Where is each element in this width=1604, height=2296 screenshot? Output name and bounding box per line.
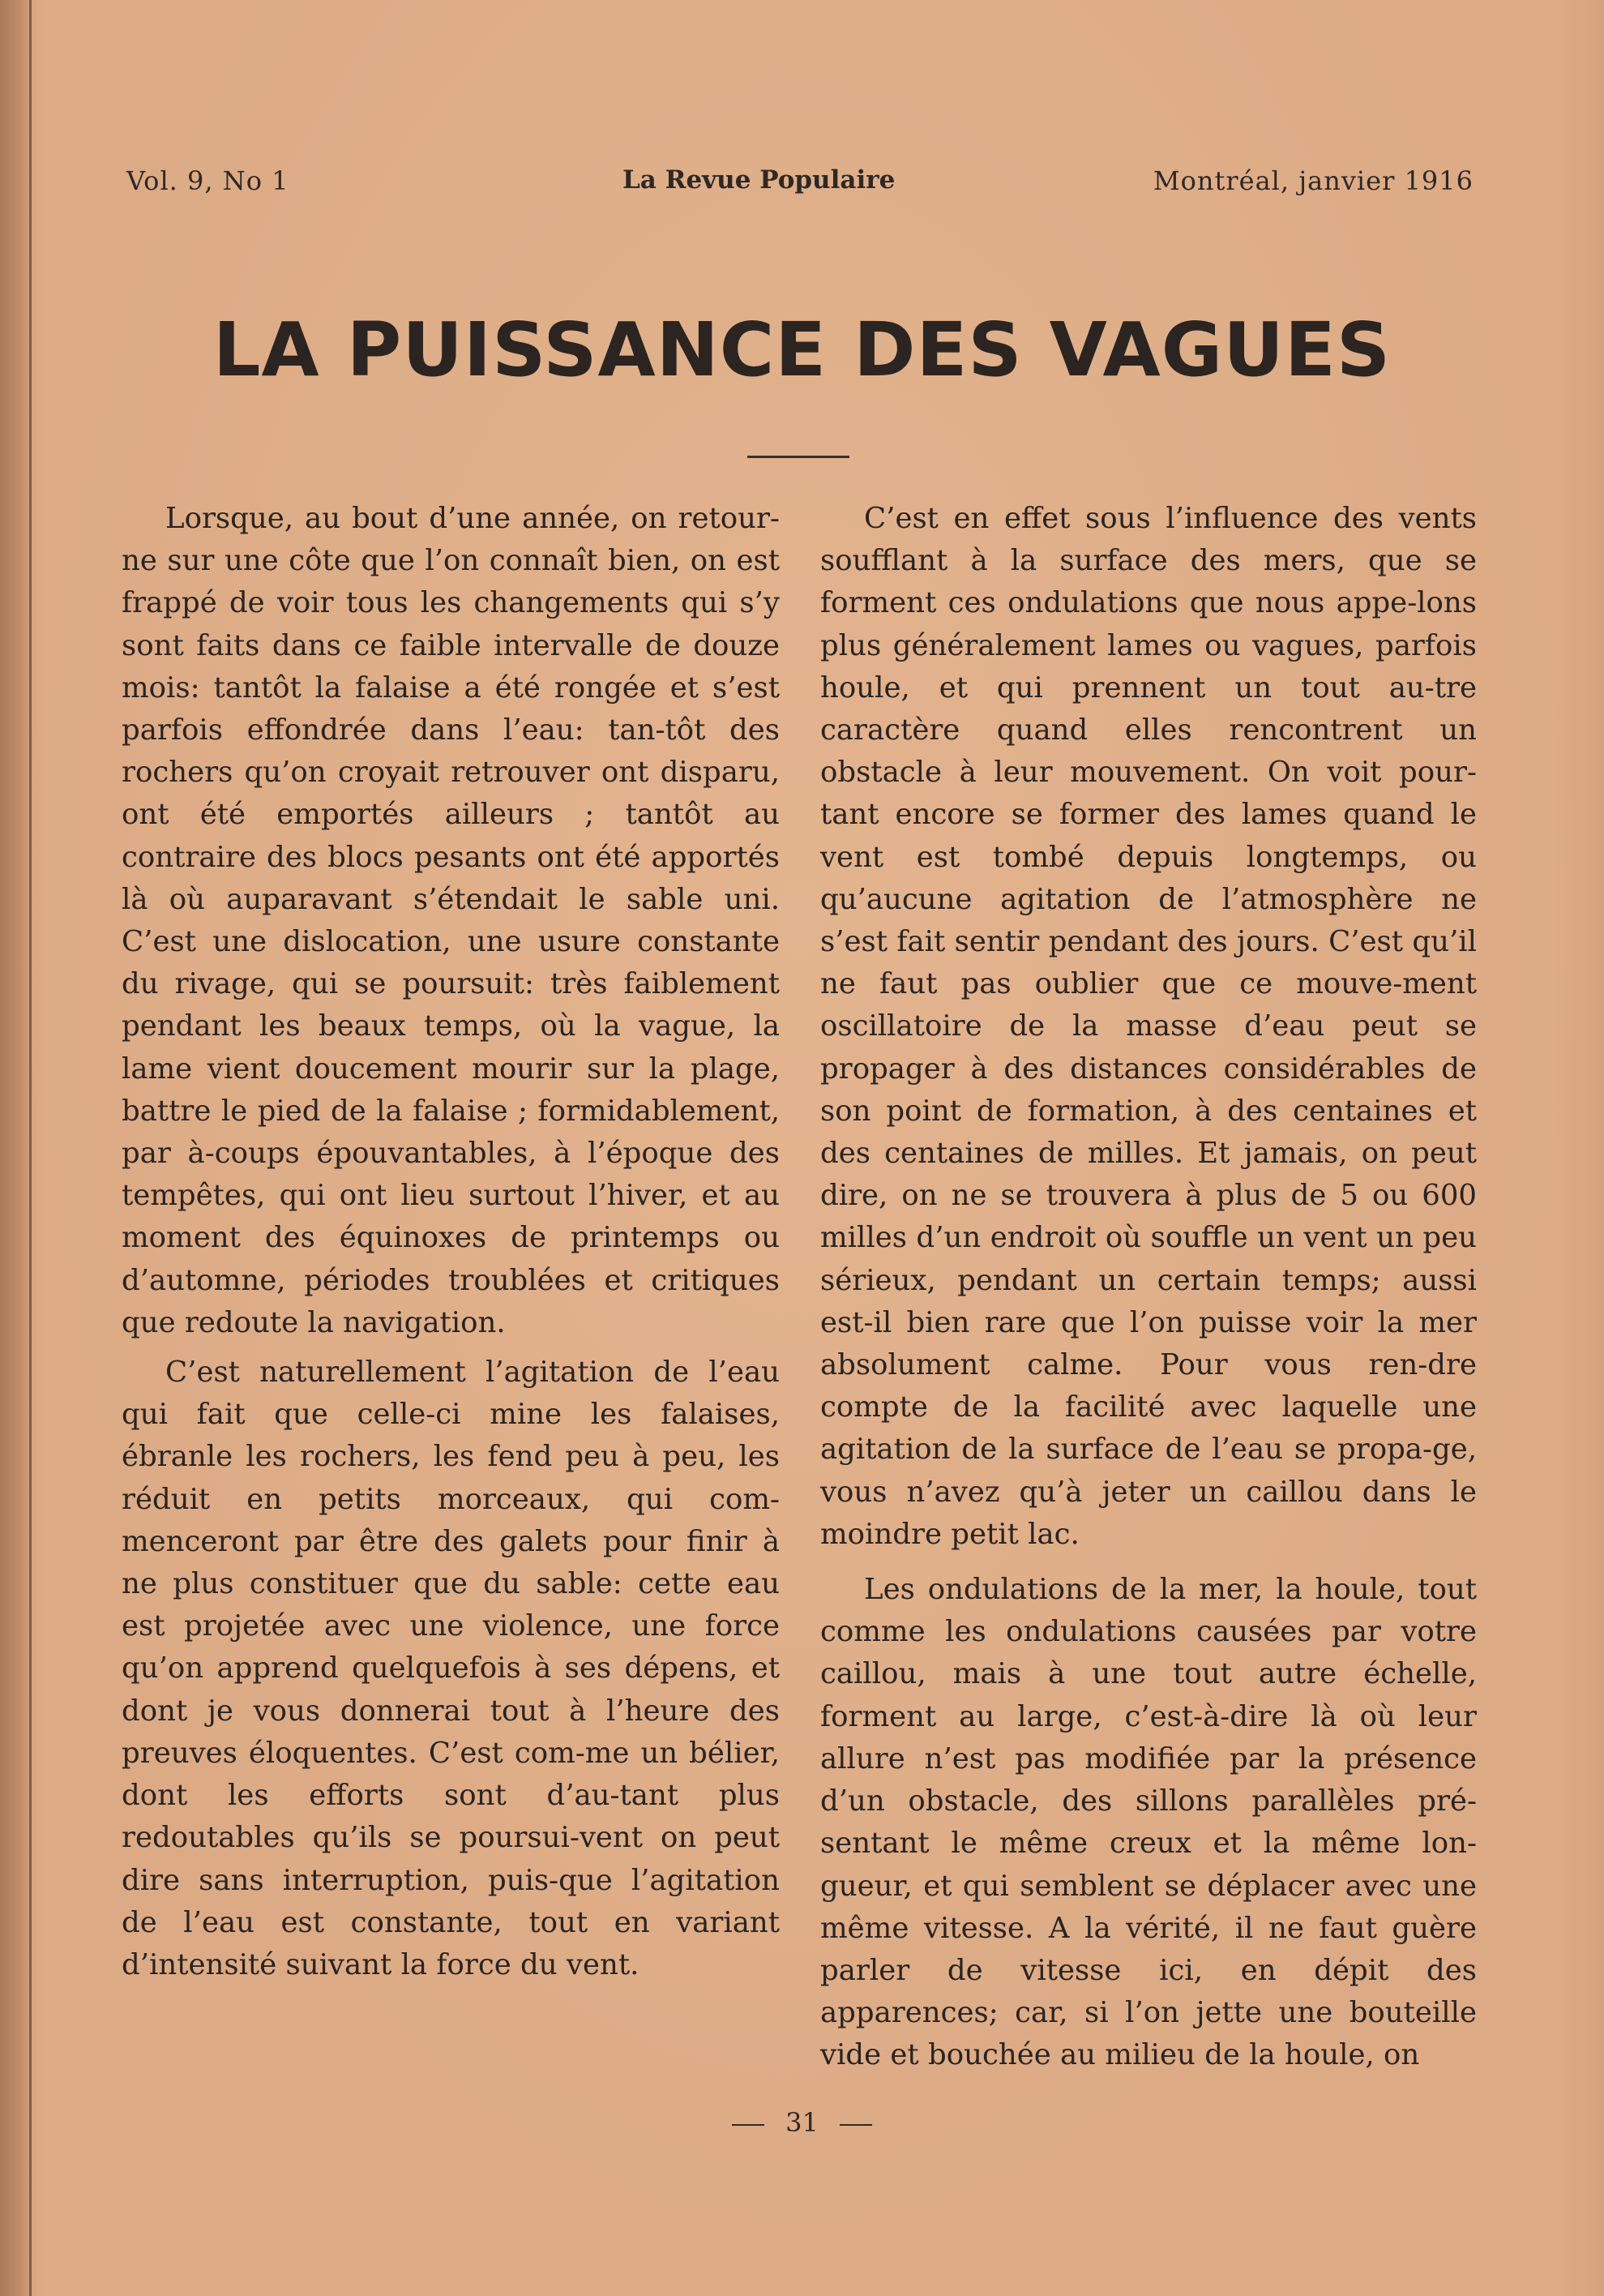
place-and-date: Montréal, janvier 1916 [1153, 165, 1474, 196]
right-column [820, 498, 1477, 2077]
publication-name: La Revue Populaire [622, 165, 896, 195]
paragraph: Lorsque, au bout d’une année, on retour-ne sur une côte que l’on connaît bien, on est frappé de voir tous les changements qui s’y sont faits dans ce faible intervalle de douze mois: tantôt la falaise a été rongée et s’est parfois effondrée dans l’eau: tan-tôt des rochers qu’on croyait retrouver ont disparu, ont été emportés ailleurs ; tantôt au contraire des blocs pesants ont été apportés là où auparavant s’étendait le sable uni. C’est une dislocation, une usure constante du rivage, qui se poursuit: très faiblement pendant les beaux temps, où la vague, la lame vient doucement mourir sur la plage, battre le pied de la falaise ; formidablement, par à-coups épouvantables, à l’époque des tempêtes, qui ont lieu surtout l’hiver, et au moment des équinoxes de printemps ou d’automne, périodes troublées et critiques que redoute la navigation. [122, 502, 780, 1339]
volume-number: Vol. 9, No 1 [126, 165, 289, 196]
page-footer [0, 2107, 1604, 2138]
page-number: 31 [785, 2107, 819, 2138]
folio-dash-right [840, 2124, 872, 2126]
paragraph: Les ondulations de la mer, la houle, tout comme les ondulations causées par votre caillou, mais à une tout autre échelle, forment au large, c’est-à-dire là où leur allure n’est pas modifiée par la présence d’un obstacle, des sillons parallèles pré-sentant le même creux et la même lon-gueur, et qui semblent se déplacer avec une même vitesse. A la vérité, il ne faut guère parler de vitesse ici, en dépit des apparences; car, si l’on jette une bouteille vide et bouchée au milieu de la houle, on [820, 1573, 1477, 2072]
paragraph: C’est en effet sous l’influence des vents soufflant à la surface des mers, que se forment ces ondulations que nous appe-lons plus généralement lames ou vagues, parfois houle, et qui prennent un tout au-tre caractère quand elles rencontrent un obstacle à leur mouvement. On voit pour-tant encore se former des lames quand le vent est tombé depuis longtemps, ou qu’aucune agitation de l’atmosphère ne s’est fait sentir pendant des jours. C’est qu’il ne faut pas oublier que ce mouve-ment oscillatoire de la masse d’eau peut se propager à des distances considérables de son point de formation, à des centaines et des centaines de milles. Et jamais, on peut dire, on ne se trouvera à plus de 5 ou 600 milles d’un endroit où souffle un vent un peu sérieux, pendant un certain temps; aussi est-il bien rare que l’on puisse voir la mer absolument calme. Pour vous ren-dre compte de la facilité avec laquelle une agitation de la surface de l’eau se propa-ge, vous n’avez qu’à jeter un caillou dans le moindre petit lac. [820, 502, 1477, 1551]
left-column [122, 498, 780, 1986]
folio-dash-left [732, 2124, 764, 2126]
title-divider [747, 456, 849, 458]
article-title: LA PUISSANCE DES VAGUES [212, 306, 1392, 393]
paragraph: C’est naturellement l’agitation de l’eau qui fait que celle-ci mine les falaises, ébranle les rochers, les fend peu à peu, les réduit en petits morceaux, qui com-menceront par être des galets pour finir à ne plus constituer que du sable: cette eau est projetée avec une violence, une force qu’on apprend quelquefois à ses dépens, et dont je vous donnerai tout à l’heure des preuves éloquentes. C’est com-me un bélier, dont les efforts sont d’au-tant plus redoutables qu’ils se poursui-vent on peut dire sans interruption, puis-que l’agitation de l’eau est constante, tout en variant d’intensité suivant la force du vent. [122, 1356, 780, 1981]
running-header [126, 165, 1474, 204]
